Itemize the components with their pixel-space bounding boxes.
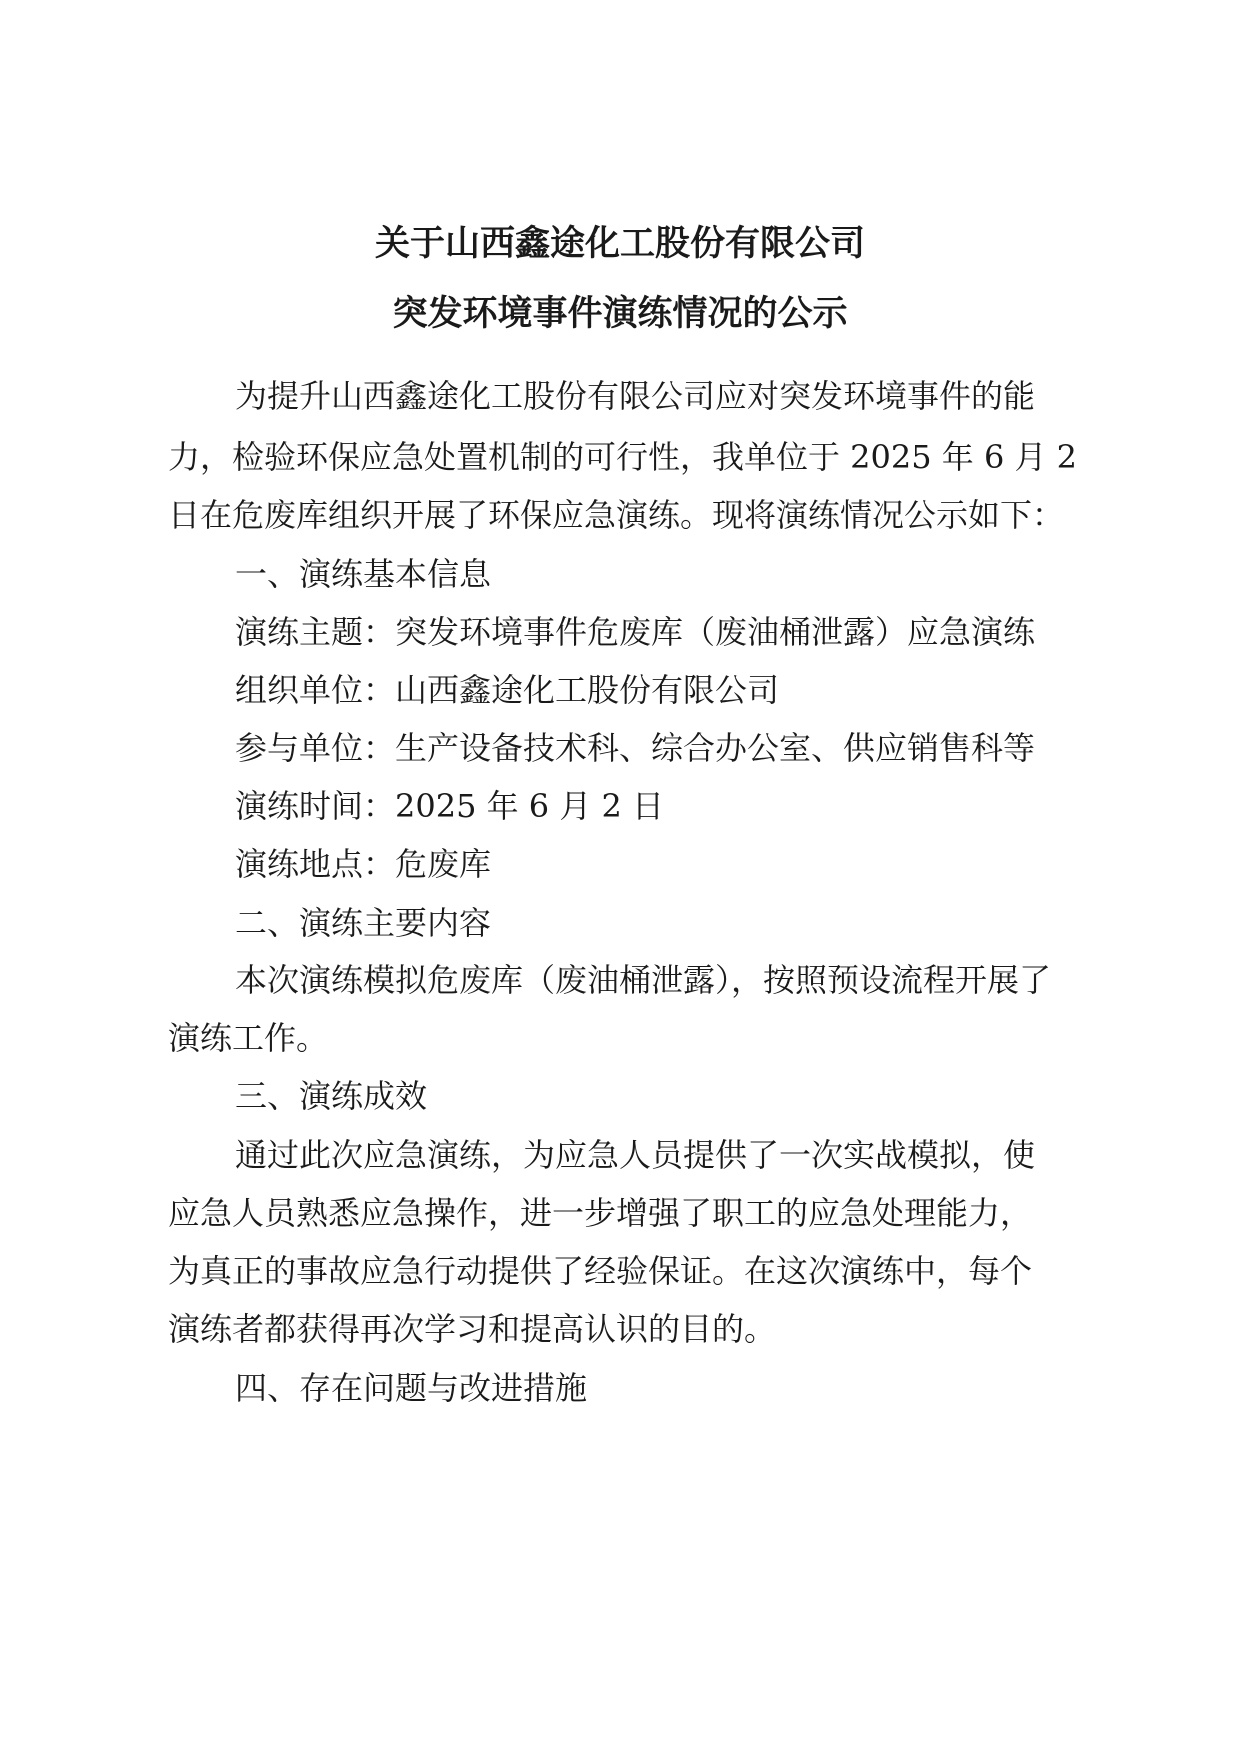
effect-paragraph-line-1: 通过此次应急演练，为应急人员提供了一次实战模拟，使 [235,1136,1036,1174]
content-paragraph-line-1: 本次演练模拟危废库（废油桶泄露），按照预设流程开展了 [235,961,1052,999]
effect-paragraph-line-3: 为真正的事故应急行动提供了经验保证。在这次演练中，每个 [168,1252,1033,1290]
intro-paragraph-line-1: 为提升山西鑫途化工股份有限公司应对突发环境事件的能 [235,377,1036,415]
drill-location: 演练地点：危废库 [235,845,492,883]
section-2-heading: 二、演练主要内容 [235,904,492,942]
section-3-heading: 三、演练成效 [235,1077,428,1115]
document-title-line-2: 突发环境事件演练情况的公示 [392,294,848,334]
section-1-heading: 一、演练基本信息 [235,555,492,593]
section-4-heading: 四、存在问题与改进措施 [235,1369,588,1407]
content-paragraph-line-2: 演练工作。 [168,1019,329,1057]
intro-paragraph-line-3: 日在危废库组织开展了环保应急演练。现将演练情况公示如下： [168,496,1065,534]
drill-participants: 参与单位：生产设备技术科、综合办公室、供应销售科等 [235,729,1036,767]
effect-paragraph-line-2: 应急人员熟悉应急操作，进一步增强了职工的应急处理能力， [168,1194,1033,1232]
drill-theme: 演练主题：突发环境事件危废库（废油桶泄露）应急演练 [235,613,1036,651]
document-title-line-1: 关于山西鑫途化工股份有限公司 [374,224,865,264]
intro-paragraph-line-2: 力，检验环保应急处置机制的可行性，我单位于 2025 年 6 月 2 [168,438,1078,476]
drill-time: 演练时间：2025 年 6 月 2 日 [235,787,665,825]
effect-paragraph-line-4: 演练者都获得再次学习和提高认识的目的。 [168,1310,777,1348]
drill-organizer: 组织单位：山西鑫途化工股份有限公司 [235,671,780,709]
